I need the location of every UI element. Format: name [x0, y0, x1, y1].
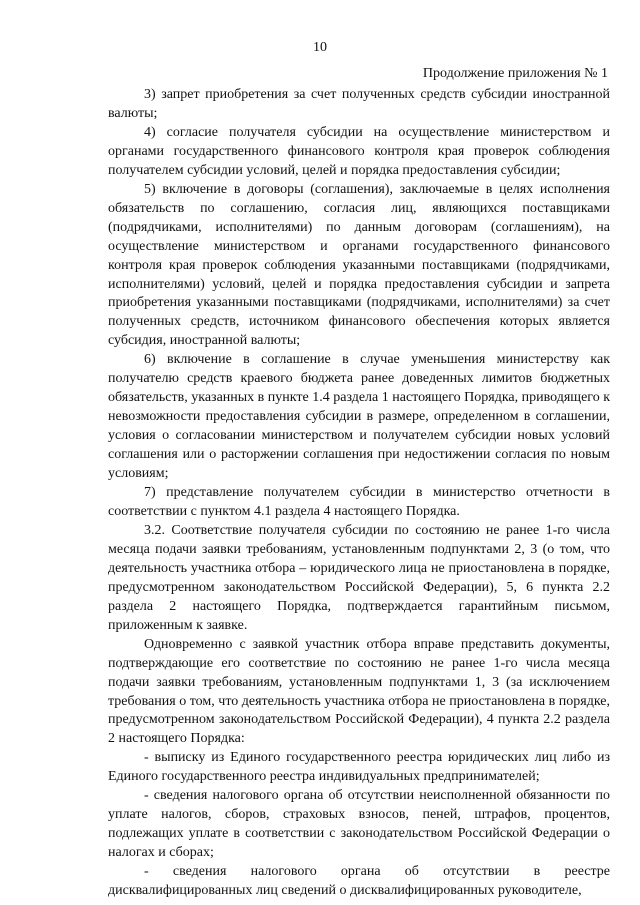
list-item-tax-debt: - сведения налогового органа об отсутствии неисполненной обязанности по уплате налогов, сборов, страховых взносов, пеней, штрафов, процентов, подлежащих уплате в соответствии с законодательством Российской Федерации о налогах и сборах;: [108, 788, 610, 861]
paragraph-5: 5) включение в договоры (соглашения), заключаемые в целях исполнения обязательств по соглашению, согласия лиц, являющихся поставщиками (подрядчиками, исполнителями) по данным договорам (соглашениям), на осуществление министерством и органами государственного финансового контроля края проверок соблюдения указанными поставщиками (подрядчиками, исполнителями) условий, целей и порядка предоставления субсидии и запрета приобретения указанными поставщиками (подрядчиками, исполнителями) за счет полученных средств, источником финансового обеспечения которых является субсидия, иностранной валюты;: [108, 181, 610, 349]
paragraph-6: 6) включение в соглашение в случае уменьшения министерству как получателю средств краевого бюджета ранее доведенных лимитов бюджетных обязательств, указанных в пункте 1.4 раздела 1 настоящего Порядка, приводящего к невозможности предоставления субсидии в размере, определенном в соглашении, условия о согласовании министерством и получателем субсидии новых условий соглашения или о расторжении соглашения при недостижении согласия по новым условиям;: [108, 352, 610, 482]
paragraph-3-2: 3.2. Соответствие получателя субсидии по состоянию не ранее 1-го числа месяца подачи заявки требованиям, установленным подпунктами 2, 3 (о том, что деятельность участника отбора – юридического лица не приостановлена в порядке, предусмотренном законодательством Российской Федерации), 5, 6 пункта 2.2 раздела 2 настоящего Порядка, подтверждается гарантийным письмом, приложенным к заявке.: [108, 522, 610, 633]
continuation-label: Продолжение приложения № 1: [422, 66, 608, 81]
paragraph-4: 4) согласие получателя субсидии на осуществление министерством и органами государственного финансового контроля края проверок соблюдения получателем субсидии условий, целей и порядка предоставления субсидии;: [108, 124, 610, 178]
list-item-egrul: - выписку из Единого государственного реестра юридических лиц либо из Единого государственного реестра индивидуальных предпринимателей;: [108, 750, 610, 785]
paragraph-3: 3) запрет приобретения за счет полученных средств субсидии иностранной валюты;: [108, 87, 610, 121]
list-item-disqualified: - сведения налогового органа об отсутствии в реестре дисквалифицированных лиц сведений о дисквалифицированных руководителе,: [108, 864, 610, 899]
page-number: 10: [313, 40, 327, 55]
paragraph-documents: Одновременно с заявкой участник отбора вправе представить документы, подтверждающие его соответствие по состоянию не ранее 1-го числа месяца подачи заявки требованиям, установленным подпунктами 1, 3 (за исключением требования о том, что деятельность участника отбора не приостановлена в порядке, предусмотренном законодательством Российской Федерации), 4 пункта 2.2 раздела 2 настоящего Порядка:: [108, 636, 610, 747]
paragraph-7: 7) представление получателем субсидии в министерство отчетности в соответствии с пунктом 4.1 раздела 4 настоящего Порядка.: [108, 485, 610, 519]
body-text: [108, 86, 610, 901]
